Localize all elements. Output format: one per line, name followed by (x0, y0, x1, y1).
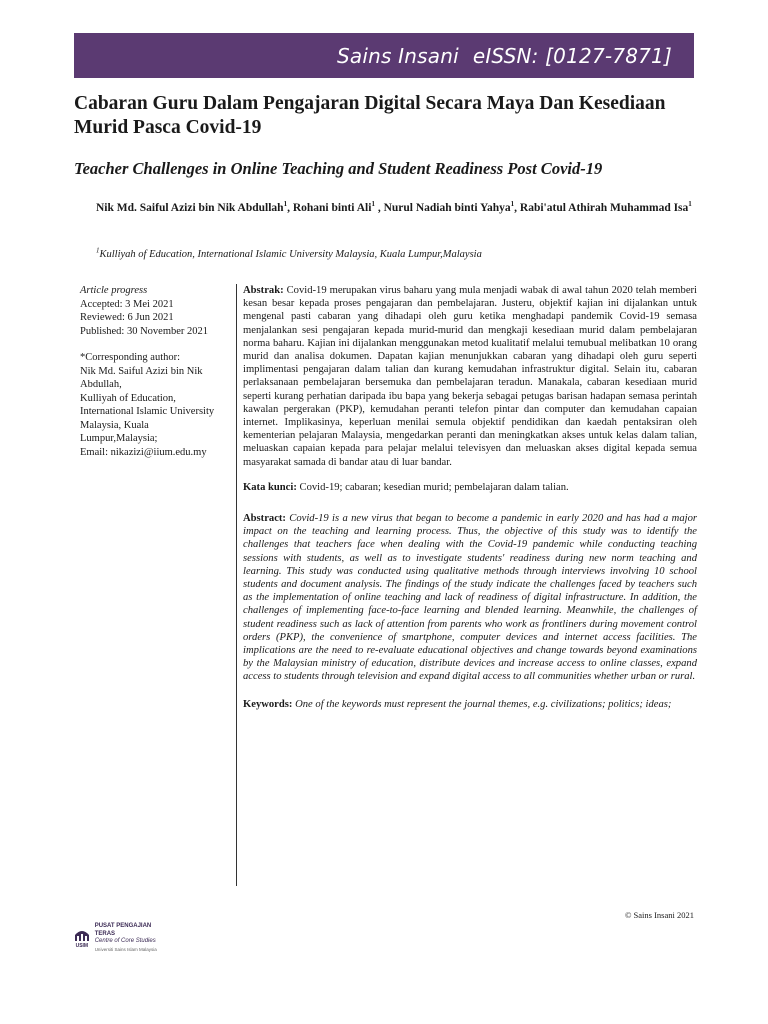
author-list: Nik Md. Saiful Azizi bin Nik Abdullah$^1$, Rohani binti Ali$^1$ , Nurul Nadiah binti Yahya$^1$, Rabi'atul Athirah Muhammad Isa$^1$ (96, 200, 692, 214)
corresponding-label: *Corresponding author: (80, 352, 181, 363)
corresponding-location: Lumpur,Malaysia; (80, 433, 158, 444)
kata-kunci: Kata kunci: Covid-19; cabaran; kesedian murid; pembelajaran dalam talian. (243, 481, 569, 493)
journal-name: Sains Insani (336, 43, 459, 68)
article-progress-label: Article progress (80, 285, 148, 296)
author-name: Rohani binti Ali (292, 202, 372, 214)
reviewed-date: Reviewed: 6 Jun 2021 (80, 312, 174, 323)
author-name: Nik Md. Saiful Azizi bin Nik Abdullah (96, 202, 284, 214)
corresponding-name: Nik Md. Saiful Azizi bin Nik Abdullah, (80, 365, 203, 390)
title-malay: Cabaran Guru Dalam Pengajaran Digital Secara Maya Dan Kesediaan Murid Pasca Covid-19 (74, 93, 666, 138)
title-english: Teacher Challenges in Online Teaching and Student Readiness Post Covid-19 (74, 159, 603, 178)
column-divider (236, 284, 237, 886)
corresponding-dept: Kulliyah of Education, (80, 392, 176, 404)
journal-issn: eISSN: [0127-7871] (472, 43, 672, 68)
usim-emblem-icon: USIM (72, 927, 92, 949)
accepted-date: Accepted: 3 Mei 2021 (80, 298, 174, 310)
author-name: Rabi'atul Athirah Muhammad Isa (519, 202, 689, 214)
author-name: Nurul Nadiah binti Yahya (383, 202, 511, 214)
abstrak-paragraph: Abstrak: Covid-19 merupakan virus baharu yang mula menjadi wabak di awal tahun 2020 telah memberi kesan besar kepada proses pengajaran dan pembelajaran. Justeru, objektif kajian ini dijalankan untuk mengenal pasti cabaran yang dihadapi oleh guru ketika menghadapi pandemik Covid-19 semasa menjalankan sesi pengajaran kepada murid-murid dan mengkaji kesediaan murid dalam pembelajaran norma baharu. Kajian ini dijalankan menggunakan metod kualitatif melalui temubual melibatkan 10 orang murid dan analisa dokumen. Dapatan kajian menunjukkan cabaran yang dihadapi oleh guru seperti implimentasi pengajaran dalam talian dan kurang kemudahan infrastruktur digital. Selain itu, cabaran perlaksanaan pembelajaran bersemuka dan pembelajaran teradun. Manakala, cabaran kesediaan murid seperti kurang perhatian daripada ibu bapa yang bekerja sebagai petugas barisan hadapan semasa perintah kawalan pergerakan (PKP), kemudahan peranti telefon pintar dan computer dan kemudahan capaian internet. Implikasinya, keperluan menilai semula objektif pendidikan dan kaedah pentaksiran oleh kementerian pelajaran Malaysia, mengedarkan peranti dan meningkatkan akses untuk kelas dalam talian, meluaskan capaian kepada para pelajar melalui televisyen dan meluaskan akses digital kepada semua masyarakat samada di bandar atau di luar bandar. (243, 285, 697, 468)
copyright: © Sains Insani 2021 (624, 910, 694, 920)
abstract-column (243, 284, 697, 711)
institution-logo: USIM PUSAT PENGAJIAN TERAS Centre of Core Studies Universiti Sains Islam Malaysia (72, 921, 172, 955)
affiliation: $^1$Kulliyah of Education, International Islamic University Malaysia, Kuala Lumpur,Malaysia (96, 246, 482, 260)
corresponding-location: Malaysia, Kuala (80, 419, 149, 431)
abstract-paragraph: Abstract: Covid-19 is a new virus that began to become a pandemic in early 2020 and has had a major impact on the teaching and learning process. Thus, the objective of this study was to identify the challenges that teachers face when dealing with the Covid-19 pandemic while conducting teaching sessions with students, as well as to investigate students' readiness during new norm teaching and learning. This study was conducted using qualitative methods through interviews involving 10 school students and document analysis. The findings of the study indicate the challenges faced by teachers such as the implementation of online teaching and lack of readiness of digital infrastructure. In addition, the challenges of implementing face-to-face learning and blended learning. Meanwhile, the challenges of student readiness such as lack of attention from parents who work as frontliners during movement control orders (PKP), the convenience of smartphone, computer devices and internet access facilities. The implications are the need to re-evaluate educational objectives and change towards beyond examinations by the Malaysian ministry of education, distribute devices and increase access to online classes, expand access to students through television and expand digital access to all communities whether urban or rural. (243, 513, 697, 683)
corresponding-univ: International Islamic University (80, 406, 215, 417)
corresponding-email[interactable]: Email: nikazizi@iium.edu.my (80, 446, 207, 458)
journal-banner (74, 33, 694, 78)
keywords: Keywords: One of the keywords must represent the journal themes, e.g. civilizations; politics; ideas; (243, 698, 672, 710)
published-date: Published: 30 November 2021 (80, 325, 209, 337)
article-info (80, 284, 232, 459)
